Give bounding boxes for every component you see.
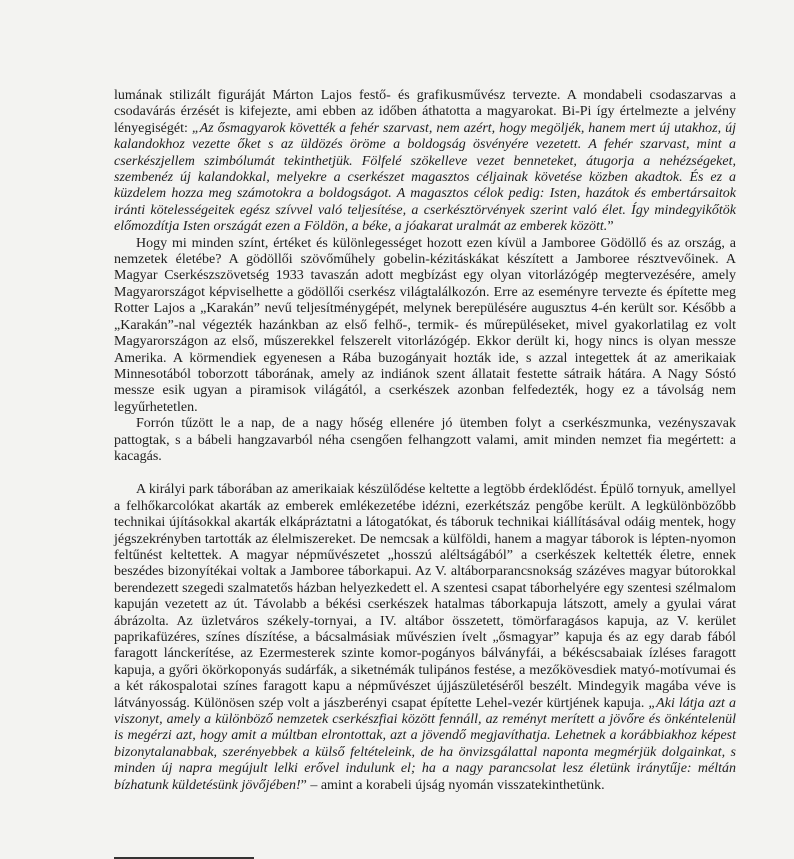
paragraph-p3 (114, 416, 736, 465)
quote-text: „Aki látja azt a viszonyt, amely a különböző nemzetek cserkészfiai között fennáll, az reményt merített a jövőre és önkéntelenül is megérzi azt, hogy amit a múltban elrontottak, azt a jövendő megjavíthatja. Lehetnek a korábbiakhoz képest bizonytalanabbak, szerényebbek a külső feltételeink, de ha önvizsgálattal naponta megmérjük dolgainkat, s minden új napra megújult lelki erővel indulunk el; ha a nagy parancsolat lesz életünk iránytűje: méltán bízhatunk küldetésünk jövőjében! (114, 695, 736, 793)
body-text: A királyi park táborában az amerikaiak készülődése keltette a legtöbb érdeklődést. Épülő tornyuk, amellyel a felhőkarcolókat akarták az emberek emlékezetébe idézni, ezerkétszáz pengőbe került. A legkülönbözőbb technikai újításokkal akarták elkápráztatni a látogatókat, és táboruk technikai kiállításával odáig mentek, hogy jégszekrényben tartották az élelmiszereket. De nemcsak a külföldi, hanem a magyar táborok is lépten-nyomon feltűnést keltettek. A magyar népművészetet „hosszú aléltságából” a cserkészek keltették életre, ennek beszédes bizonyítékai voltak a Jamboree táborkapui. Az V. altáborparancsnokság százéves magyar bútorokkal berendezett szegedi szalmatetős házban helyezkedett el. A szentesi csapat táborhelyére egy szentesi szélmalom kapuján vezetett az út. Távolabb a békési cserkészek hatalmas táborkapuja látszott, amely a gyulai várat ábrázolta. Az üzletváros székely-tornyai, a IV. altábor összetett, tömörfaragásos kapuja, az V. kerület paprikafüzéres, színes díszítése, a bácsalmásiak művészien ívelt „ősmagyar” kapuja és az egy darab fából faragott lánckerítése, az Ezermesterek szinte komor-pogányos bálványfái, a békéscsabaiak ízléses faragott kapuja, a győri ökörkoponyás sudárfák, a siketnémák tulipános festése, a mezőkövesdiek matyó-motívumai és a két rákospalotai színes faragott kapu a népművészet újjászületéséről beszélt. Mindegyik magába véve is látványosság. Különösen szép volt a jászberényi csapat építette Lehel-vezér kürtjének kapuja. (114, 482, 736, 711)
paragraph-p4 (114, 482, 736, 794)
body-text: Forrón tűzött le a nap, de a nagy hőség ellenére jó ütemben folyt a cserkészmunka, vezényszavak pattogtak, s a bábeli hangzavarból néha csengően felhangzott valami, amit minden nemzet fia megértett: a kacagás. (114, 416, 736, 464)
paragraph-p2 (114, 236, 736, 416)
quote-text: „Az ősmagyarok követték a fehér szarvast, nem azért, hogy megöljék, hanem mert új utakhoz, új kalandokhoz vezette őket s az üldözés öröme a boldogság ösvényére vezetett. A fehér szarvast, mint a cserkészjellem szimbólumát tekinthetjük. Fölfelé szökelleve vezet benneteket, átugorja a nehézségeket, szembenéz új kalandokkal, melyekre a cserkészet magasztos céljainak követése közben akadtok. És ez a küzdelem hozza meg számotokra a boldogságot. A magasztos célok pedig: Isten, hazátok és embertársaitok iránti kötelességeitek egész szívvel való teljesítése, a cserkésztörvények szerint való élet. Így mindegyikőtök előmozdítja Isten országát ezen a Földön, a béke, a jóakarat uralmát az emberek között. (114, 120, 736, 235)
body-text: ” – amint a korabeli újság nyomán visszatekinthetünk. (300, 777, 605, 793)
body-text: lumának stilizált figuráját Márton Lajos festő- és grafikusművész tervezte. A mondabeli csodaszarvas a csodavárás érzését is kifejezte, ami ebben az időben áthatotta a magyarokat. Bi-Pi így értelmezte a jelvény lényegiségét: (114, 88, 736, 136)
body-text: Hogy mi minden színt, értéket és különlegességet hozott ezen kívül a Jamboree Gödöllő és az ország, a nemzetek életébe? A gödöllői szövőműhely gobelin-kézitáskákat készített a Jamboree résztvevőinek. A Magyar Cserkészszövetség 1933 tavaszán adott megbízást egy olyan vitorlázógép megtervezésére, amely Magyarországot képviselhette a gödöllői cserkész világtalálkozón. Erre az eseményre tervezte és építette meg Rotter Lajos a „Karakán” nevű teljesítménygépét, melynek berepülésére augusztus 4-én került sor. Később a „Karakán”-nal végezték hazánkban az első felhő-, termik- és műrepüléseket, mivel gyakorlatilag ez volt Magyarországon az első, műszerekkel felszerelt vitorlázógép. Ekkor derült ki, hogy nincs is olyan messze Amerika. A körmendiek egyenesen a Rába buzogányait hozták ide, s azzal integettek át az amerikaiak Minnesotából toborzott táborának, amely az indiánok szent állatait festette sátraik hátára. A Nagy Sóstó messze esik ugyan a piramisok világától, a cserkészek azonban felfedezték, hogy ez a távolság nem legyűrhetetlen. (114, 235, 736, 415)
body-text: ” (607, 219, 614, 235)
paragraph-p1 (114, 88, 736, 236)
text-body (114, 88, 736, 794)
